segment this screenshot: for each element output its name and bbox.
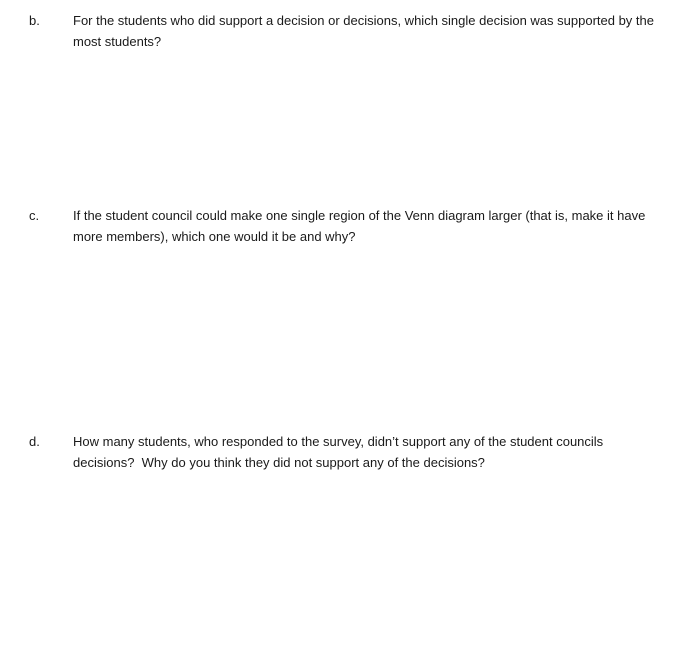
question-label: d.: [29, 434, 40, 449]
question-text: How many students, who responded to the survey, didn’t support any of the student councils decisions? Why do you think they did not support any of the decisions?: [73, 434, 607, 470]
question-label: c.: [29, 208, 40, 223]
question-label: b.: [29, 13, 40, 28]
question-text: If the student council could make one single region of the Venn diagram larger (that is, make it have more members), which one would it be and why?: [73, 208, 649, 244]
question-text: For the students who did support a decision or decisions, which single decision was supported by the most students?: [73, 13, 662, 49]
